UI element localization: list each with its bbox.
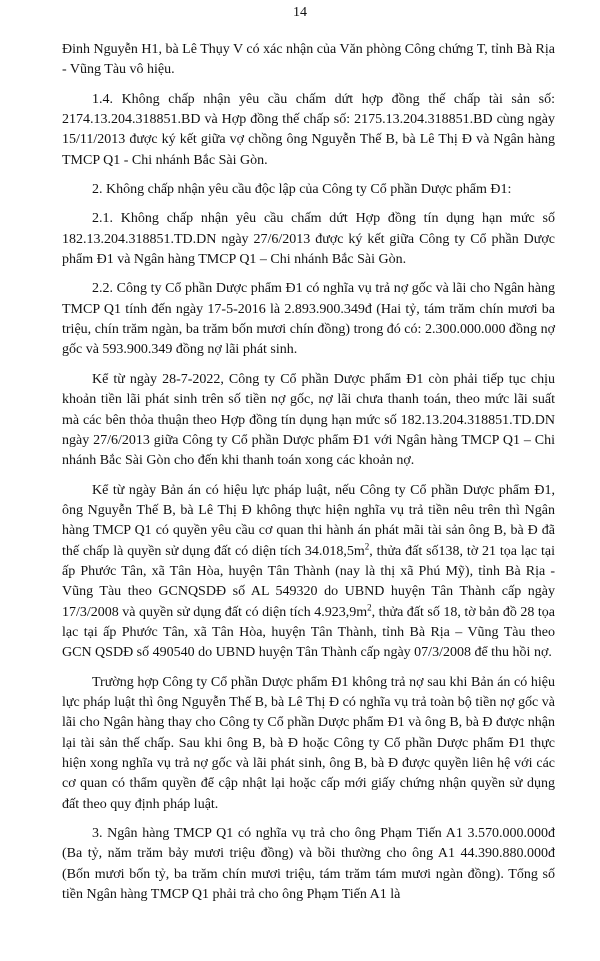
paragraph-continuation: Đinh Nguyễn H1, bà Lê Thụy V có xác nhận của Văn phòng Công chứng T, tỉnh Bà Rịa - Vũng Tàu vô hiệu. [62,42,555,78]
document-body [62,40,555,914]
enforcement-text-b: , thửa đất số138, tờ 21 tọa lạc tại ấp Phước Tân, xã Tân Hòa, huyện Tân Thành (nay là thị xã Phú Mỹ), tỉnh Bà Rịa - Vũng Tàu theo GCNQSDĐ số AL 549320 do UBND huyện Tân Thành cấp ngày 17/3/2008 và quyền sử dụng đất có diện tích 4.923,9m [62,543,555,620]
page-number: 14 [293,5,307,20]
paragraph-guarantee: Trường hợp Công ty Cổ phần Dược phẩm Đ1 không trả nợ sau khi Bản án có hiệu lực pháp luật thì ông Nguyễn Thế B, bà Lê Thị Đ có nghĩa vụ trả toàn bộ tiền nợ gốc và lãi cho Ngân hàng thay cho Công ty Cổ phần Dược phẩm Đ1 và ông B, bà Đ được nhận lại tài sản thế chấp. Sau khi ông B, bà Đ hoặc Công ty Cổ phần Dược phẩm Đ1 thực hiện xong nghĩa vụ trả nợ gốc và lãi phát sinh, ông B, bà Đ được quyền liên hệ với các cơ quan có thẩm quyền để cập nhật lại hoặc cấp mới giấy chứng nhận quyền sử dụng đất theo quy định pháp luật. [62,674,555,812]
paragraph-2-1: 2.1. Không chấp nhận yêu cầu chấm dứt Hợp đồng tín dụng hạn mức số 182.13.204.318851.TD.DN ngày 27/6/2013 được ký kết giữa Công ty Cổ phần Dược phẩm Đ1 và Ngân hàng TMCP Q1 – Chi nhánh Bắc Sài Gòn. [62,211,555,268]
area-unit-superscript: 2 [364,540,370,551]
paragraph-interest: Kể từ ngày 28-7-2022, Công ty Cổ phần Dược phẩm Đ1 còn phải tiếp tục chịu khoản tiền lãi phát sinh trên số tiền nợ gốc, nợ lãi chưa thanh toán, theo mức lãi suất mà các bên thỏa thuận theo Hợp đồng tín dụng hạn mức số 182.13.204.318851.TD.DN ngày 27/6/2013 giữa Công ty Cổ phần Dược phẩm Đ1 với Ngân hàng TMCP Q1 – Chi nhánh Bắc Sài Gòn cho đến khi thanh toán xong các khoản nợ. [62,371,555,469]
paragraph-2: 2. Không chấp nhận yêu cầu độc lập của Công ty Cổ phần Dược phẩm Đ1: [92,182,512,198]
paragraph-3: 3. Ngân hàng TMCP Q1 có nghĩa vụ trả cho ông Phạm Tiến A1 3.570.000.000đ (Ba tỷ, năm trăm bảy mươi triệu đồng) và bồi thường cho ông A1 44.390.880.000đ (Bốn mươi bốn tỷ, ba trăm chín mươi triệu, tám trăm tám mươi ngàn đồng). Tổng số tiền Ngân hàng TMCP Q1 phải trả cho ông Phạm Tiến A1 là [62,826,555,903]
enforcement-text-a: Kể từ ngày Bản án có hiệu lực pháp luật, nếu Công ty Cổ phần Dược phẩm Đ1, ông Nguyễn Thế B, bà Lê Thị Đ không thực hiện nghĩa vụ trả tiền nêu trên thì Ngân hàng TMCP Q1 có quyền yêu cầu cơ quan thi hành án phát mãi tài sản ông B, bà Đ đã thế chấp là quyền sử dụng đất có diện tích 34.018,5m [62,482,555,559]
paragraph-2-2: 2.2. Công ty Cổ phần Dược phẩm Đ1 có nghĩa vụ trả nợ gốc và lãi cho Ngân hàng TMCP Q1 tính đến ngày 17-5-2016 là 2.893.900.349đ (Hai tỷ, tám trăm chín mươi ba triệu, chín trăm ngàn, ba trăm bốn mươi chín đồng) trong đó có: 2.300.000.000 đồng nợ gốc và 593.900.349 đồng nợ lãi phát sinh. [62,281,555,358]
paragraph-1-4: 1.4. Không chấp nhận yêu cầu chấm dứt hợp đồng thế chấp tài sản số: 2174.13.204.318851.BD và Hợp đồng thế chấp số: 2175.13.204.318851.BD cùng ngày 15/11/2013 được ký kết giữa vợ chồng ông Nguyễn Thế B, bà Lê Thị Đ và Ngân hàng TMCP Q1 - Chi nhánh Bắc Sài Gòn. [62,91,555,168]
enforcement-text-c: , thửa đất số 18, tờ bản đồ 28 tọa lạc tại ấp Phước Tân, xã Tân Hòa, huyện Tân Thành, tỉnh Bà Rịa – Vũng Tàu theo GCN QSDĐ số 490540 do UBND huyện Tân Thành cấp ngày 07/3/2008 để thu hồi nợ. [62,604,555,661]
paragraph-enforcement [62,481,555,664]
area-unit-superscript: 2 [367,601,372,612]
